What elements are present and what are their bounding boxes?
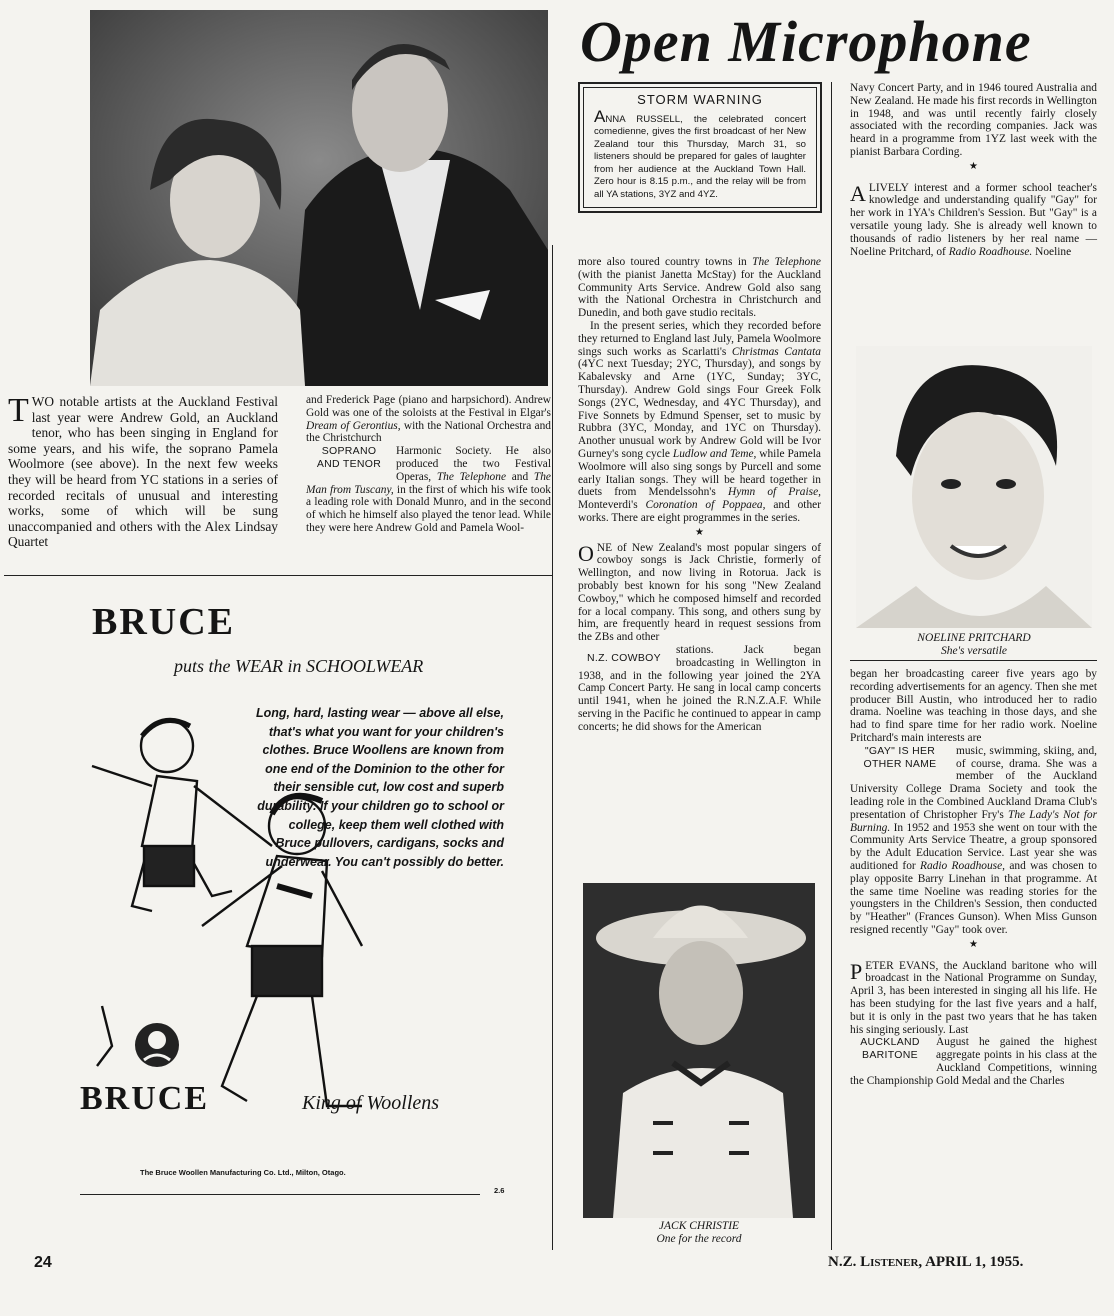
brand-top: BRUCE bbox=[92, 601, 236, 643]
ad-tagline: puts the WEAR in SCHOOLWEAR bbox=[174, 656, 424, 676]
storm-warning-box bbox=[578, 82, 822, 213]
andrew-gold-pamela-woolmore-photo bbox=[90, 10, 548, 386]
star-divider: ★ bbox=[969, 938, 978, 950]
article-text: Dream of Gerontius, bbox=[306, 419, 401, 432]
star-divider: ★ bbox=[969, 160, 978, 172]
ad-slogan: King of Woollens bbox=[302, 1092, 440, 1114]
article-text: with the National Orchestra and the Christchurch bbox=[306, 419, 551, 445]
caption-rule bbox=[850, 660, 1097, 661]
rule-vertical-1 bbox=[552, 245, 553, 1250]
drop-cap: A bbox=[850, 180, 866, 206]
storm-warning-heading: STORM WARNING bbox=[637, 92, 763, 107]
column-4-bottom: began her broadcasting career five years ago by recording advertisements for an agency. Then she met producer Bill Austin, who introduced her to radio drama. Noeline was teaching in those days, and she had to find spare time for her radio work. Noeline Pritchard's main interests are "GAY" IS HER OTHER NAME music, swimming, skiing, and, of course, drama. She was a member of the Auckland University College Drama Society and took the leading role in the Combined Auckland Drama Club's presentation of Christopher Fry's The Lady's Not for Burning. In 1952 and 1953 she went on tour with the Community Arts Service Theatre, a group sponsored by the Adult Education Service. Last year she was auditioned for Radio Roadhouse, and was chosen to play opposite Barry Linehan in that programme. At the same time Noeline was reading stories for the youngsters in the Children's Session, then conducted by "Heather" (Frances Gunson). When Miss Gunson resigned recently "Gay" took over. ★ PETER EVANS, the Auckland baritone who will broadcast in the National Programme on Sunday, April 3, has been interested in singing all his life. He has been studying for the last five years and a half, but it is only in the past two years that he has taken his singing seriously. Last AUCKLAND BARITONE August he gained the highest aggregate points in his class at the Auckland Competitions, winning the Championship Gold Medal and the Charles bbox=[850, 668, 1098, 1087]
brand-bottom: BRUCE bbox=[80, 1080, 210, 1117]
noeline-caption: NOELINE PRITCHARD She's versatile bbox=[917, 632, 1031, 657]
column-4-top: Navy Concert Party, and in 1946 toured Australia and New Zealand. He made his first records in Wellington in 1948, and was until recently fairly closely associated with the recording companies. Jack was heard in a programme from 1YZ last week with the pianist Barbara Cording. ★ ALIVELY interest and a former school teacher's knowledge and understanding qualify "Gay" for her work in 1YA's Children's Session. But "Gay" is a versatile young lady. She is already well known to thousands of radio listeners by her real name — Noeline Pritchard, of Radio Roadhouse. Noeline bbox=[850, 82, 1097, 258]
article-text: and Frederick Page (piano and harpsichord). Andrew Gold was one of the soloists at the Festival in Elgar's bbox=[306, 394, 551, 419]
ad-rule bbox=[80, 1194, 480, 1195]
subhead-auckland-baritone: AUCKLAND BARITONE bbox=[860, 1036, 920, 1062]
page-number: 24 bbox=[34, 1254, 52, 1271]
subhead-nz-cowboy: N.Z. COWBOY bbox=[587, 651, 661, 664]
bruce-advertisement bbox=[4, 580, 548, 1250]
jack-christie-photo bbox=[583, 883, 815, 1218]
drop-cap: T bbox=[8, 392, 29, 429]
jack-christie-caption: JACK CHRISTIE One for the record bbox=[656, 1220, 742, 1245]
publication-footer: N.Z. LISTENER, APRIL 1, 1955. bbox=[828, 1254, 1024, 1270]
ad-body: Long, hard, lasting wear — above all else, that's what you want for your children's clothes. Bruce Woollens are known from one end of the Dominion to the other for their sensible cut, low cost and superb durability. If your children go to school or college, keep them well clothed with Bruce pullovers, cardigans, socks and underwear. You can't possibly do better. bbox=[256, 706, 504, 869]
drop-cap: P bbox=[850, 958, 863, 984]
subhead-gay-other-name: "GAY" IS HER OTHER NAME bbox=[863, 744, 937, 770]
bruce-logo-emblem bbox=[132, 1020, 182, 1070]
column-3: more also toured country towns in The Telephone (with the pianist Janetta McStay) for the Auckland Community Arts Service. Andrew Gold also sang with the National Orchestra in Christchurch and Dunedin, and both gave studio recitals. In the present series, which they recorded before they returned to England last July, Pamela Woolmore sings such works as Scarlatti's Christmas Cantata (4YC next Tuesday; 2YC, Thursday), and songs by Kabalevsky and Arne (1YC, Sunday; 3YC, Thursday). Andrew Gold sings Four Greek Folk Songs (2YC, Wednesday, and 4YC Thursday), and Five Sonnets by Edmund Spenser, set to music by Rubbra (3YC, Monday, and 1YC on Thursday). Another unusual work by Andrew Gold will be Ivor Gurney's song cycle Ludlow and Teme, while Pamela Woolmore will also sing songs by Purcell and some early Italian songs. They will be heard together in duets from Mendelssohn's Hymn of Praise, Monteverdi's Coronation of Poppaea, and other works. There are eight programmes in the series. ★ ONE of New Zealand's most popular singers of cowboy songs is Jack Christie, formerly of Wellington, and now living in Rotorua. Jack is probably best known for his song "New Zealand Cowboy," which he composed himself and recorded for a local company. This song, and others sung by him, are frequently heard in request sessions from the ZBs and other N.Z. COWBOY stations. Jack began broadcasting in Wellington in 1938, and in the following year joined the 2YA Camp Concert Party. He sang in local camp concerts until 1941, when he joined the R.N.Z.A.F. While serving in the Pacific he continued to appear in camp concerts; he did shows for the American bbox=[578, 256, 821, 733]
article-gold-col1 bbox=[8, 394, 278, 550]
storm-warning-text: NNA RUSSELL, the celebrated concert comedienne, gives the first broadcast of her New Zealand tour this Thursday, March 31, so listeners should be prepared for gales of laughter from her audience at the Auckland Town Hall. Zero hour is 8.15 p.m., and the relay will be from all YA stations, 3YZ and 4YZ. bbox=[594, 113, 806, 200]
drop-cap: A bbox=[594, 106, 606, 126]
rule-horizontal-mid bbox=[4, 575, 552, 576]
star-divider: ★ bbox=[695, 526, 704, 538]
rule-vertical-2 bbox=[831, 82, 832, 1250]
page-title: Open Microphone bbox=[580, 9, 1032, 74]
ad-code: 2.6 bbox=[494, 1186, 505, 1195]
ad-footer: The Bruce Woollen Manufacturing Co. Ltd., Milton, Otago. bbox=[140, 1168, 346, 1177]
article-text: WO notable artists at the Auckland Festival last year were Andrew Gold, an Auckland tenor, who has been singing in England for some years, and his wife, the soprano Pamela Woolmore (see above). In the next few weeks they will be heard from YC stations in a series of recorded recitals of unusual and interesting works, some of which will be sung unaccompanied and others with the Alex Lindsay Quartet bbox=[8, 394, 278, 550]
article-text: Harmonic Society. He also produced the two Festival Operas, bbox=[396, 445, 551, 483]
subhead-soprano-tenor: SOPRANO AND TENOR bbox=[316, 445, 382, 471]
drop-cap: O bbox=[578, 540, 594, 566]
article-gold-col2: and Frederick Page (piano and harpsichord). Andrew Gold was one of the soloists at the Festival in Elgar's Dream of Gerontius, with the National Orchestra and the Christchurch SOPRANO AND TENOR Harmonic Society. He also produced the two Festival Operas, The Telephone and The Man from Tuscany, in the first of which his wife took a leading role with Donald Munro, and in the second of which he himself also played the tenor lead. While they were here Andrew Gold and Pamela Wool- bbox=[306, 394, 551, 534]
noeline-pritchard-photo bbox=[856, 346, 1092, 628]
